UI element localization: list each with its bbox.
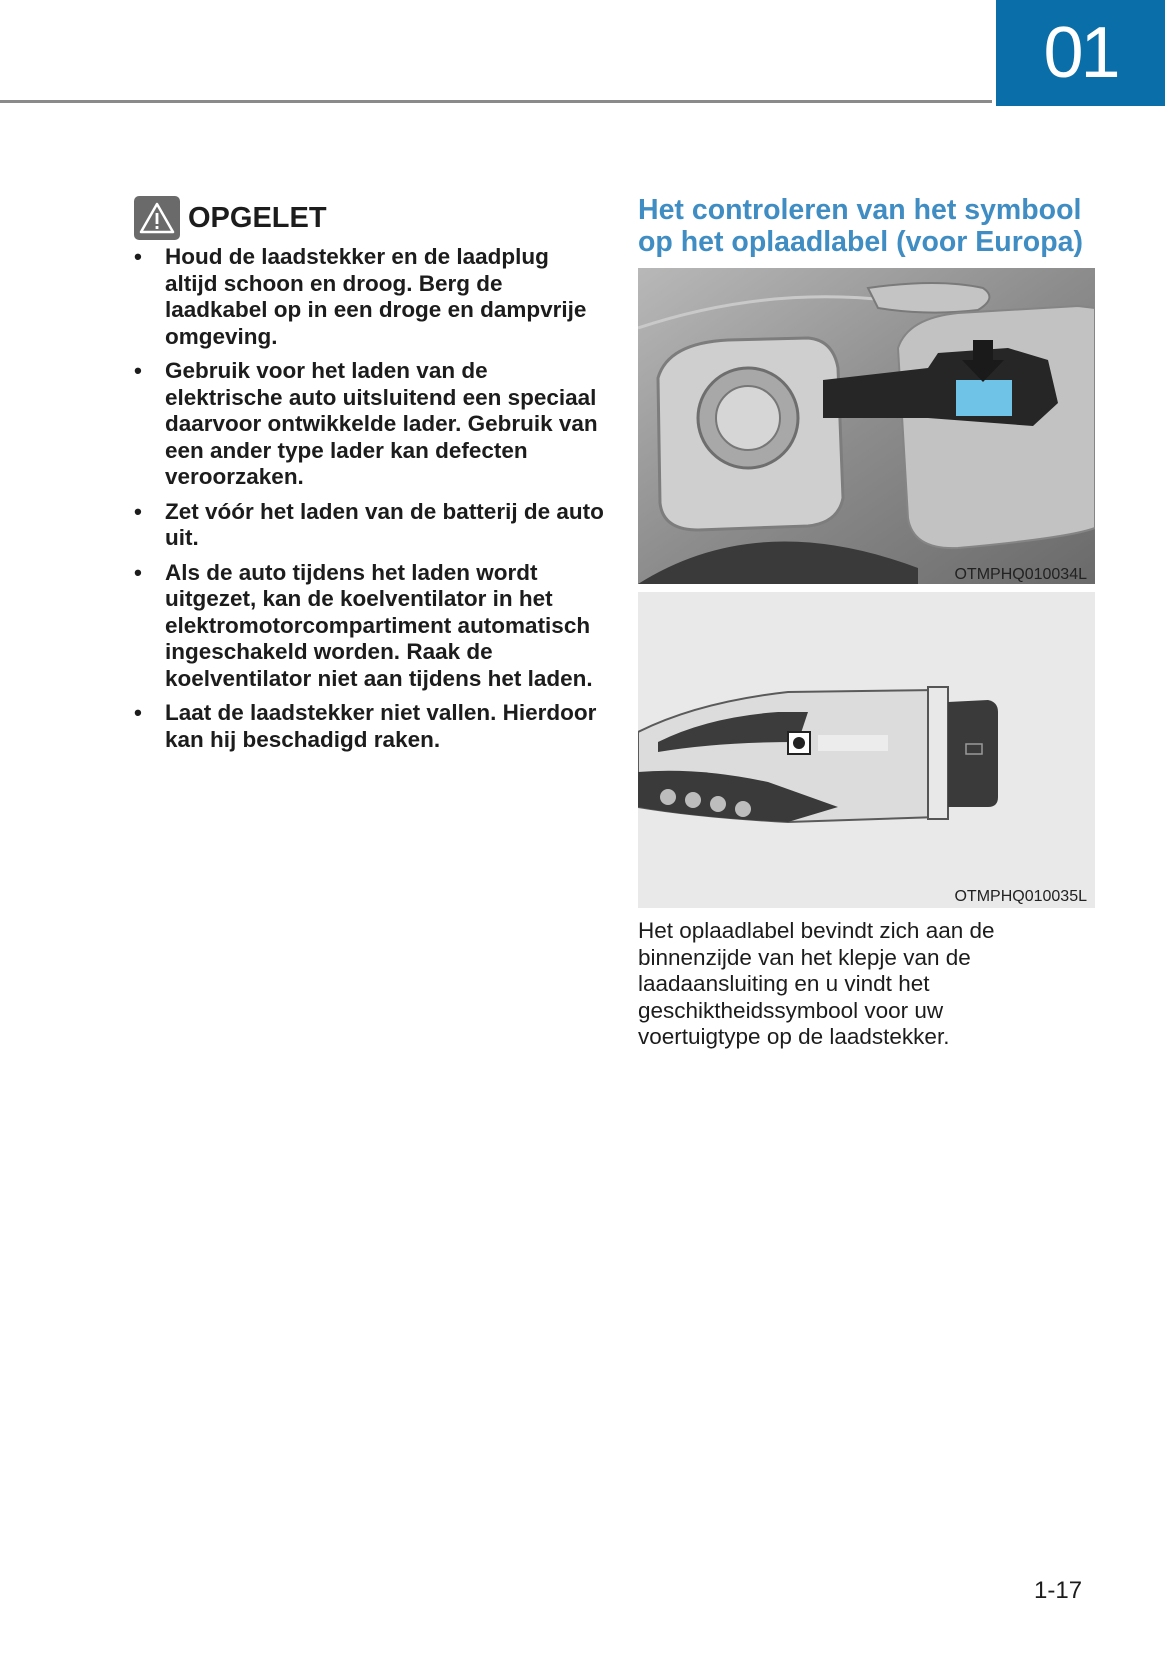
list-item: • Zet vóór het laden van de batterij de auto uit. (134, 498, 604, 550)
caution-title: OPGELET (188, 201, 327, 234)
figure-code: OTMPHQ010035L (954, 888, 1087, 905)
warning-icon (134, 196, 180, 240)
body-paragraph: Het oplaadlabel bevindt zich aan de binnenzijde van het klepje van de laadaansluiting en u vindt het geschiktheidssymbool voor uw voertuigtype op de laadstekker. (638, 918, 995, 1049)
header-rule (0, 100, 992, 103)
list-item: • Laat de laadstekker niet vallen. Hierdoor kan hij beschadigd raken. (134, 700, 597, 752)
chapter-tab: 01 (996, 0, 1165, 106)
page-number: 1-17 (1034, 1577, 1083, 1604)
figure-code: OTMPHQ010034L (954, 566, 1087, 583)
charging-plug-figure (638, 592, 1095, 908)
list-item: • Als de auto tijdens het laden wordt uitgezet, kan de koelventilator in het elektromotorcompartiment automatisch ingeschakeld worden. Raak de koelventilator niet aan tijdens het laden. (134, 559, 593, 691)
section-title: Het controleren van het symbool op het oplaadlabel (voor Europa) (638, 194, 1083, 258)
charging-port-figure (638, 268, 1095, 584)
caution-list (134, 244, 604, 761)
charging-plug-illustration (638, 592, 1095, 908)
caution-header (134, 195, 327, 241)
charging-port-illustration (638, 268, 1095, 584)
list-item: • Gebruik voor het laden van de elektrische auto uitsluitend een speciaal daarvoor ontwikkelde lader. Gebruik van een ander type lader kan defecten veroorzaken. (134, 358, 598, 489)
list-item: • Houd de laadstekker en de laadplug altijd schoon en droog. Berg de laadkabel op in een droge en dampvrije omgeving. (134, 244, 587, 349)
charging-label (956, 380, 1012, 416)
